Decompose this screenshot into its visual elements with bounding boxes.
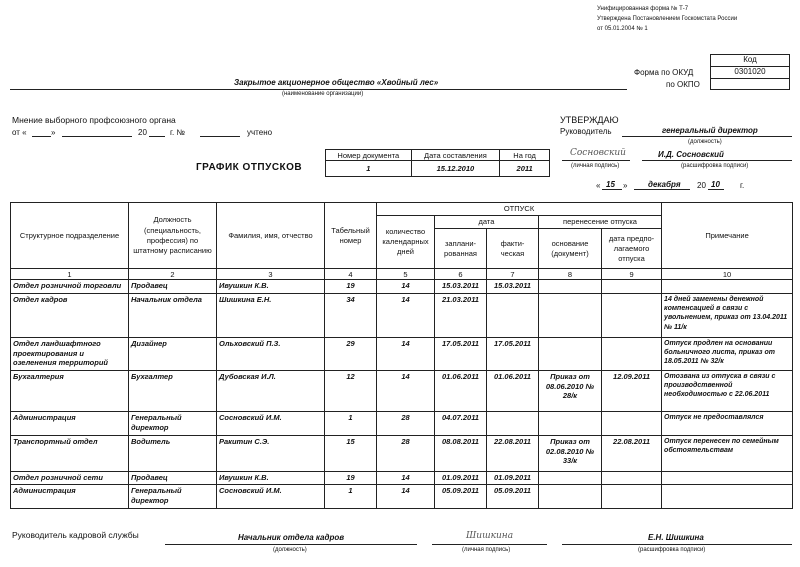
tab-number-cell: 29 [325, 338, 377, 371]
position-cell: Начальник отдела [129, 294, 217, 338]
planned-date-cell: 05.09.2011 [435, 485, 487, 509]
fio-cell: Сосновский И.М. [217, 485, 325, 509]
doc-year-label: На год [500, 150, 550, 161]
unit-cell: Отдел розничной сети [11, 472, 129, 485]
fio-cell: Ивушкин К.В. [217, 280, 325, 294]
col-number: 5 [377, 269, 435, 280]
tab-number-cell: 19 [325, 280, 377, 294]
approve-date-open: « [596, 181, 601, 190]
header-transfer: перенесение отпуска [539, 216, 662, 229]
tab-number-cell: 12 [325, 371, 377, 412]
note-cell: Отпуск не предоставлялся [662, 412, 793, 436]
expected-date-cell [602, 338, 662, 371]
note-cell [662, 472, 793, 485]
vacation-schedule-table [10, 202, 793, 509]
header-position: Должность (специальность, профессия) по штатному расписанию [129, 203, 217, 269]
doc-year-value: 2011 [500, 161, 550, 177]
days-cell: 14 [377, 280, 435, 294]
actual-date-cell [487, 294, 539, 338]
head-label: Руководитель [560, 127, 612, 136]
note-cell: 14 дней заменены денежной компенсацией в связи с увольнением, приказ от 13.04.2011 № 11/к [662, 294, 793, 338]
planned-date-cell: 01.06.2011 [435, 371, 487, 412]
doc-date-label: Дата составления [411, 150, 500, 161]
table-row [11, 294, 793, 338]
unit-cell: Администрация [11, 412, 129, 436]
expected-date-cell [602, 294, 662, 338]
footer-name: Е.Н. Шишкина [648, 533, 704, 542]
actual-date-cell: 17.05.2011 [487, 338, 539, 371]
footer-name-caption: (расшифровка подписи) [638, 547, 706, 553]
fio-cell: Ольховский П.З. [217, 338, 325, 371]
okpo-label: по ОКПО [666, 80, 700, 89]
fio-cell: Ракитин С.Э. [217, 436, 325, 472]
unit-cell: Отдел кадров [11, 294, 129, 338]
head-name-caption: (расшифровка подписи) [681, 163, 749, 169]
header-date: дата [435, 216, 539, 229]
form-number-note: Унифицированная форма № Т-7 [597, 6, 689, 12]
approve-title: УТВЕРЖДАЮ [560, 115, 619, 125]
head-position-caption: (должность) [688, 139, 722, 145]
organization-caption: (наименование организации) [282, 91, 364, 97]
position-cell: Продавец [129, 280, 217, 294]
unit-cell: Отдел розничной торговли [11, 280, 129, 294]
table-row [11, 472, 793, 485]
table-row [11, 338, 793, 371]
note-cell [662, 485, 793, 509]
table-row [11, 280, 793, 294]
col-number: 8 [539, 269, 602, 280]
expected-date-cell: 12.09.2011 [602, 371, 662, 412]
expected-date-cell [602, 280, 662, 294]
planned-date-cell: 01.09.2011 [435, 472, 487, 485]
header-tab-number: Табельный номер [325, 203, 377, 269]
days-cell: 14 [377, 472, 435, 485]
basis-cell: Приказ от 02.08.2010 № 33/к [539, 436, 602, 472]
col-number: 6 [435, 269, 487, 280]
fio-cell: Дубовская И.Л. [217, 371, 325, 412]
note-cell [662, 280, 793, 294]
actual-date-cell: 22.08.2011 [487, 436, 539, 472]
actual-date-cell [487, 412, 539, 436]
fio-cell: Шишкина Е.Н. [217, 294, 325, 338]
decree-date-note: от 05.01.2004 № 1 [597, 26, 648, 32]
okud-label: Форма по ОКУД [634, 68, 694, 77]
head-position: генеральный директор [662, 126, 758, 135]
footer-signature: Шишкина [466, 531, 514, 541]
approve-day: 15 [606, 180, 615, 189]
union-date-close: » [51, 128, 56, 137]
header-unit: Структурное подразделение [11, 203, 129, 269]
header-note: Примечание [662, 203, 793, 269]
basis-cell [539, 338, 602, 371]
union-number-label: г. № [170, 128, 185, 137]
union-year-prefix: 20 [138, 128, 147, 137]
footer-position: Начальник отдела кадров [238, 533, 345, 542]
unit-cell: Транспортный отдел [11, 436, 129, 472]
planned-date-cell: 15.03.2011 [435, 280, 487, 294]
position-cell: Водитель [129, 436, 217, 472]
position-cell: Генеральный директор [129, 412, 217, 436]
fio-cell: Сосновский И.М. [217, 412, 325, 436]
document-meta-table [325, 149, 550, 177]
basis-cell [539, 485, 602, 509]
unit-cell: Бухгалтерия [11, 371, 129, 412]
approve-date-close: » [623, 181, 628, 190]
footer-label: Руководитель кадровой службы [12, 530, 139, 540]
tab-number-cell: 1 [325, 412, 377, 436]
basis-cell [539, 294, 602, 338]
col-number: 3 [217, 269, 325, 280]
tab-number-cell: 19 [325, 472, 377, 485]
union-date-open: от « [12, 128, 27, 137]
planned-date-cell: 08.08.2011 [435, 436, 487, 472]
footer-position-caption: (должность) [273, 547, 307, 553]
col-number: 7 [487, 269, 539, 280]
table-row [11, 412, 793, 436]
basis-cell [539, 280, 602, 294]
document-title: ГРАФИК ОТПУСКОВ [196, 162, 303, 173]
header-vacation: ОТПУСК [377, 203, 662, 216]
position-cell: Дизайнер [129, 338, 217, 371]
doc-number-value: 1 [326, 161, 412, 177]
fio-cell: Ивушкин К.В. [217, 472, 325, 485]
header-expected: дата предпо-лагаемого отпуска [602, 229, 662, 269]
basis-cell [539, 472, 602, 485]
days-cell: 14 [377, 485, 435, 509]
union-considered: учтено [247, 128, 273, 137]
approve-year-prefix: 20 [697, 181, 706, 190]
note-cell: Отпуск перенесен по семейным обстоятельствам [662, 436, 793, 472]
expected-date-cell [602, 412, 662, 436]
position-cell: Бухгалтер [129, 371, 217, 412]
basis-cell: Приказ от 08.06.2010 № 28/к [539, 371, 602, 412]
col-number: 4 [325, 269, 377, 280]
doc-number-label: Номер документа [326, 150, 412, 161]
unit-cell: Администрация [11, 485, 129, 509]
basis-cell [539, 412, 602, 436]
actual-date-cell: 05.09.2011 [487, 485, 539, 509]
col-number: 2 [129, 269, 217, 280]
actual-date-cell: 01.06.2011 [487, 371, 539, 412]
footer-signature-caption: (личная подпись) [462, 547, 511, 553]
col-number: 10 [662, 269, 793, 280]
approve-month: декабря [648, 180, 681, 189]
days-cell: 28 [377, 412, 435, 436]
okud-value: 0301020 [734, 67, 766, 76]
planned-date-cell: 21.03.2011 [435, 294, 487, 338]
header-actual: факти-ческая [487, 229, 539, 269]
expected-date-cell [602, 472, 662, 485]
days-cell: 14 [377, 338, 435, 371]
planned-date-cell: 04.07.2011 [435, 412, 487, 436]
approval-decree-note: Утверждена Постановлением Госкомстата России [597, 16, 738, 22]
header-days: количество календарных дней [377, 216, 435, 269]
actual-date-cell: 01.09.2011 [487, 472, 539, 485]
note-cell: Отозвана из отпуска в связи с производственной необходимостью с 22.06.2011 [662, 371, 793, 412]
approve-year-suffix: г. [740, 181, 745, 190]
expected-date-cell: 22.08.2011 [602, 436, 662, 472]
tab-number-cell: 1 [325, 485, 377, 509]
days-cell: 14 [377, 294, 435, 338]
col-number: 9 [602, 269, 662, 280]
kod-header: Код [743, 55, 757, 64]
organization-name: Закрытое акционерное общество «Хвойный лес» [234, 78, 439, 87]
head-signature: Сосновский [570, 148, 626, 158]
days-cell: 14 [377, 371, 435, 412]
approve-year: 10 [711, 180, 720, 189]
header-fio: Фамилия, имя, отчество [217, 203, 325, 269]
position-cell: Генеральный директор [129, 485, 217, 509]
table-row [11, 485, 793, 509]
unit-cell: Отдел ландшафтного проектирования и озеленения территорий [11, 338, 129, 371]
union-title: Мнение выборного профсоюзного органа [12, 115, 176, 125]
planned-date-cell: 17.05.2011 [435, 338, 487, 371]
actual-date-cell: 15.03.2011 [487, 280, 539, 294]
tab-number-cell: 15 [325, 436, 377, 472]
header-planned: заплани-рованная [435, 229, 487, 269]
note-cell: Отпуск продлен на основании больничного листа, приказ от 18.05.2011 № 32/к [662, 338, 793, 371]
col-number: 1 [11, 269, 129, 280]
position-cell: Продавец [129, 472, 217, 485]
head-name: И.Д. Сосновский [658, 150, 724, 159]
doc-date-value: 15.12.2010 [411, 161, 500, 177]
table-row [11, 436, 793, 472]
expected-date-cell [602, 485, 662, 509]
tab-number-cell: 34 [325, 294, 377, 338]
days-cell: 28 [377, 436, 435, 472]
header-basis: основание (документ) [539, 229, 602, 269]
head-signature-caption: (личная подпись) [571, 163, 620, 169]
table-row [11, 371, 793, 412]
